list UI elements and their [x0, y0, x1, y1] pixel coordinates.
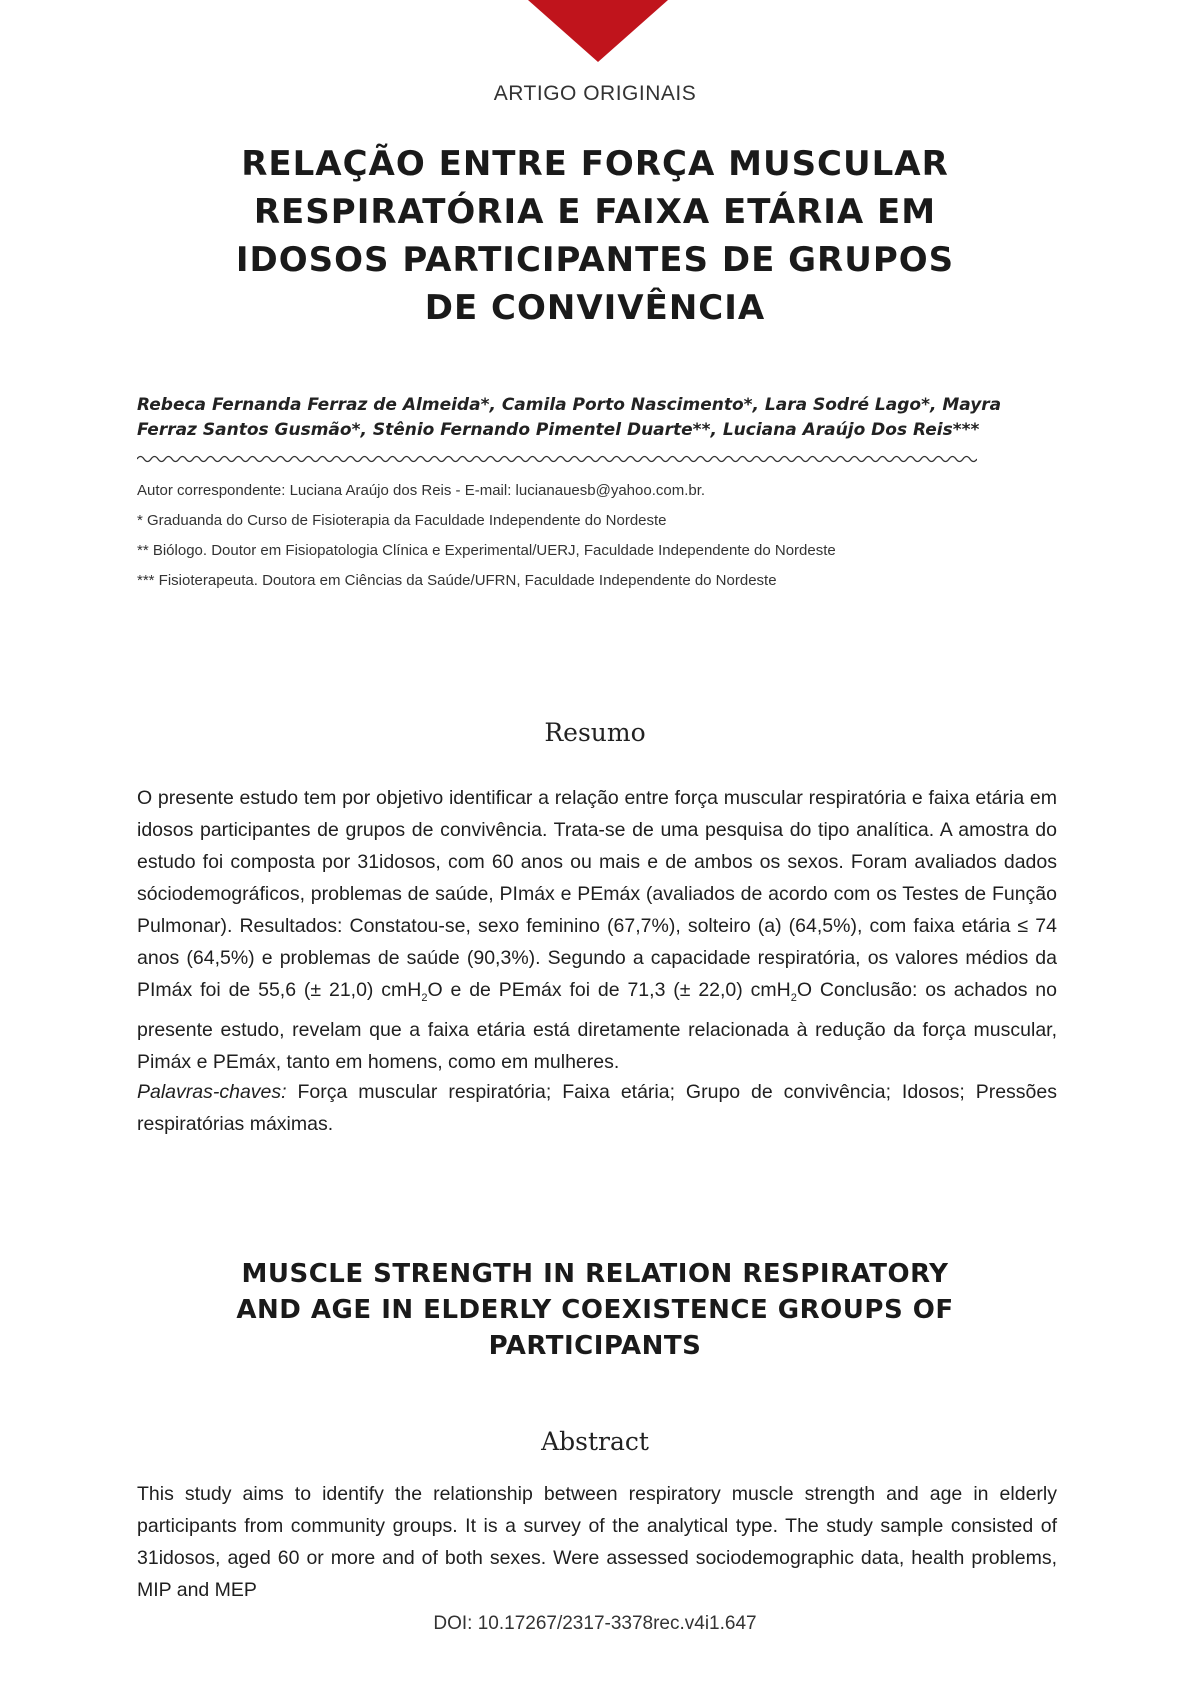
subscript-2: 2: [421, 991, 428, 1004]
english-title: MUSCLE STRENGTH IN RELATION RESPIRATORY AND AGE IN ELDERLY COEXISTENCE GROUPS OF PARTICIPANTS: [236, 1259, 954, 1361]
affiliation-item: ** Biólogo. Doutor em Fisiopatologia Clínica e Experimental/UERJ, Faculdade Independente do Nordeste: [137, 542, 836, 559]
keywords-paragraph: [137, 1076, 1057, 1140]
resumo-heading: Resumo: [544, 718, 646, 747]
section-label: ARTIGO ORIGINAIS: [493, 82, 697, 105]
affiliation-item: *** Fisioterapeuta. Doutora em Ciências da Saúde/UFRN, Faculdade Independente do Nordeste: [137, 572, 777, 589]
subscript-2: 2: [790, 991, 797, 1004]
abstract-heading: Abstract: [541, 1427, 649, 1456]
red-triangle-decoration: [528, 0, 668, 62]
keywords-label: Palavras-chaves:: [137, 1081, 287, 1103]
resumo-paragraph: [137, 782, 1057, 1078]
keywords-text: Força muscular respiratória; Faixa etária; Grupo de convivência; Idosos; Pressões respiratórias máximas.: [137, 1081, 1057, 1135]
corresponding-author: Autor correspondente: Luciana Araújo dos Reis - E-mail: lucianauesb@yahoo.com.br.: [137, 482, 706, 499]
affiliation-item: * Graduanda do Curso de Fisioterapia da Faculdade Independente do Nordeste: [137, 512, 667, 529]
doi-footer: DOI: 10.17267/2317-3378rec.v4i1.647: [433, 1613, 757, 1634]
abstract-paragraph: This study aims to identify the relationship between respiratory muscle strength and age in elderly participants from community groups. It is a survey of the analytical type. The study sample consisted of 31idosos, aged 60 or more and of both sexes. Were assessed sociodemographic data, health problems, MIP and MEP: [137, 1483, 1057, 1601]
resumo-text-3: O Conclusão: os achados no presente estudo, revelam que a faixa etária está diretamente relacionada à redução da força muscular, Pimáx e PEmáx, tanto em homens, como em mulheres.: [137, 979, 1057, 1073]
resumo-text-1: O presente estudo tem por objetivo identificar a relação entre força muscular respiratória e faixa etária em idosos participantes de grupos de convivência. Trata-se de uma pesquisa do tipo analítica. A amostra do estudo foi composta por 31idosos, com 60 anos ou mais e de ambos os sexos. Foram avaliados dados sóciodemográficos, problemas de saúde, PImáx e PEmáx (avaliados de acordo com os Testes de Função Pulmonar). Resultados: Constatou-se, sexo feminino (67,7%), solteiro (a) (64,5%), com faixa etária ≤ 74 anos (64,5%) e problemas de saúde (90,3%). Segundo a capacidade respiratória, os valores médios da PImáx foi de 55,6 (± 21,0) cmH: [137, 787, 1057, 1001]
author-list: Rebeca Fernanda Ferraz de Almeida*, Camila Porto Nascimento*, Lara Sodré Lago*, Mayra Ferraz Santos Gusmão*, Stênio Fernando Pimentel Duarte**, Luciana Araújo Dos Reis***: [137, 395, 1002, 440]
resumo-text-2: O e de PEmáx foi de 71,3 (± 22,0) cmH: [427, 979, 791, 1001]
wavy-divider: [137, 453, 977, 465]
article-title: RELAÇÃO ENTRE FORÇA MUSCULAR RESPIRATÓRIA E FAIXA ETÁRIA EM IDOSOS PARTICIPANTES DE GRUPOS DE CONVIVÊNCIA: [235, 144, 955, 328]
